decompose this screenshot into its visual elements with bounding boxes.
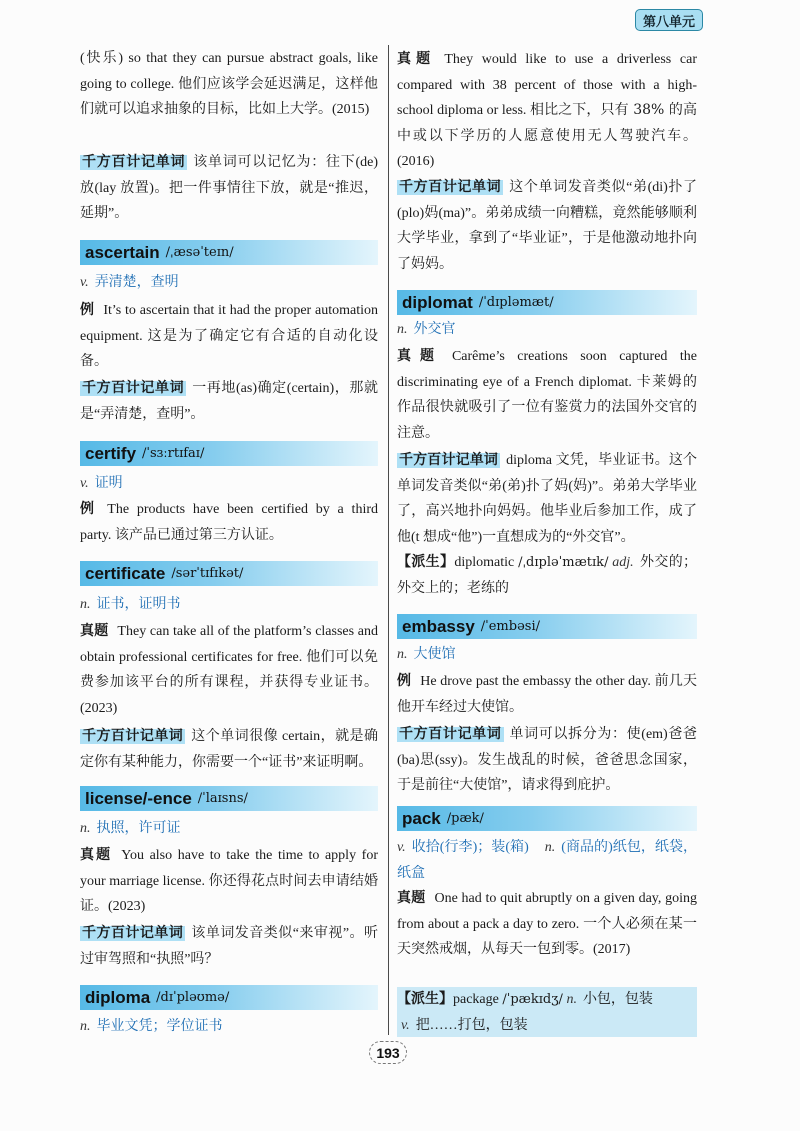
exam-label: 真题 [80, 848, 113, 863]
certify-phonetic: /ˈsɜːrtɪfaɪ/ [142, 446, 205, 461]
memory-tip-label: 千方百计记单词 [399, 727, 502, 742]
ascertain-example [80, 298, 378, 375]
pack-headword-bar [397, 806, 697, 831]
continued-year: (2015) [332, 102, 370, 118]
embassy-headword: embassy [402, 616, 475, 636]
diplomat-derived-word [397, 550, 697, 601]
part-of-speech: n. [397, 647, 408, 662]
derived-word: diplomatic [454, 555, 515, 570]
continued-chinese: 他们应该学会延迟满足，这样他们就可以追求抽象的目标，比如上大学。 [80, 75, 379, 118]
part-of-speech: v. [80, 476, 89, 491]
definition-text: 收拾(行李)；装(箱) [411, 840, 529, 855]
diplomat-memory-tip [397, 448, 697, 550]
definition-text: 执照，许可证 [96, 821, 181, 836]
embassy-example [397, 669, 697, 720]
certify-example [80, 497, 378, 548]
page-number: 193 [369, 1041, 407, 1064]
certificate-headword-bar [80, 561, 378, 586]
ascertain-phonetic: /ˌæsəˈteɪn/ [165, 245, 234, 260]
example-label: 例 [80, 502, 99, 517]
memory-tip-text: 该单词发音类似“来审视”。听过审驾照和“执照”吗？ [80, 926, 379, 967]
memory-tip-label: 千方百计记单词 [399, 453, 499, 468]
ascertain-headword: ascertain [85, 242, 160, 262]
pack-derived-word [397, 987, 697, 1037]
memory-tip-label: 千方百计记单词 [399, 180, 502, 195]
continued-example [80, 46, 378, 123]
memory-tip-text: diploma 文凭，毕业证书。这个单词发音类似“弟(弟)扑了妈(妈)”。弟弟大学毕业了，高兴地扑向妈妈。他毕业后参加工作，成了他(t 想成“他”)一直想成为的“外交官”。 [397, 453, 697, 545]
diplomat-headword: diplomat [402, 292, 473, 312]
pack-definition [397, 835, 697, 886]
memory-tip-label: 千方百计记单词 [82, 729, 184, 744]
diploma-memory-tip [397, 175, 697, 277]
exam-english: They can take all of the platform’s classes and obtain professional certificates for free. [80, 624, 379, 665]
memory-tip-label: 千方百计记单词 [82, 381, 185, 396]
diplomat-exam-sentence [397, 344, 697, 446]
exam-english: You also have to take the time to apply for your marriage license. [80, 848, 379, 889]
diploma-exam-sentence [397, 47, 697, 175]
example-chinese: 这是为了确定它有合适的自动化设备。 [80, 327, 379, 370]
memory-tip-text: 这个单词很像 certain，就是确定你有某种能力，你需要一个“证书”来证明啊。 [80, 729, 379, 770]
example-chinese: 该产品已通过第三方认证。 [114, 526, 283, 543]
license-headword-bar [80, 786, 378, 811]
derived-line [397, 987, 697, 1013]
derived-line [397, 1013, 697, 1039]
diplomat-definition [397, 317, 697, 343]
column-divider [388, 45, 389, 1035]
license-phonetic: /ˈlaɪsns/ [197, 791, 248, 806]
derived-pos: n. [566, 992, 577, 1007]
diplomat-headword-bar [397, 290, 697, 315]
exam-chinese: 卡莱姆的作品很快就吸引了一位有鉴赏力的法国外交官的注意。 [397, 373, 698, 441]
exam-label: 真题 [397, 891, 426, 906]
license-definition [80, 816, 378, 842]
diploma-headword: diploma [85, 987, 151, 1007]
memory-tip-text: 这个单词发音类似“弟(di)扑了(plo)妈(ma)”。弟弟成绩一向糟糕，竟然能够顺利大学毕业，拿到了“毕业证”，于是他激动地扑向了妈妈。 [397, 180, 697, 272]
ascertain-memory-tip [80, 376, 378, 427]
certificate-headword: certificate [85, 563, 166, 583]
exam-year: (2017) [593, 942, 631, 958]
certify-definition [80, 471, 378, 497]
derived-definition: 外交的；外交上的；老练的 [397, 555, 698, 596]
exam-label: 真题 [80, 624, 109, 639]
unit-badge: 第八单元 [635, 9, 703, 31]
diploma-phonetic: /dɪˈpləʊmə/ [156, 990, 230, 1005]
definition-text: 证书，证明书 [96, 597, 181, 612]
exam-chinese: 他们可以免费参加该平台的所有课程，并获得专业证书。 [80, 648, 379, 691]
license-exam-sentence [80, 843, 378, 920]
exam-year: (2016) [397, 154, 435, 170]
ascertain-definition [80, 270, 378, 296]
example-english: The products have been certified by a third party. [80, 502, 378, 543]
certificate-phonetic: /sərˈtɪfɪkət/ [171, 566, 244, 581]
part-of-speech: n. [80, 821, 91, 836]
definition-text: 证明 [94, 476, 123, 491]
example-label: 例 [397, 674, 412, 689]
derived-definition: 小包，包装 [582, 992, 653, 1007]
ascertain-headword-bar [80, 240, 378, 265]
certify-headword: certify [85, 443, 137, 463]
certify-headword-bar [80, 441, 378, 466]
license-headword: license/-ence [85, 788, 192, 808]
exam-label: 真题 [397, 349, 443, 364]
example-label: 例 [80, 303, 95, 318]
exam-chinese: 相比之下，只有 38% 的高中或以下学历的人愿意使用无人驾驶汽车。 [397, 102, 697, 144]
derived-definition: 把……打包，包装 [415, 1017, 528, 1033]
definition-text: 弄清楚，查明 [94, 275, 179, 290]
part-of-speech: n. [80, 597, 91, 612]
derived-pos: adj. [612, 555, 634, 570]
embassy-headword-bar [397, 614, 697, 639]
part-of-speech: n. [544, 840, 556, 855]
example-chinese: 前几天他开车经过大使馆。 [397, 673, 698, 715]
definition-text: (商品的)纸包，纸袋，纸盒 [397, 840, 697, 881]
exam-chinese: 一个人必须在某一天突然戒烟，从每天一包到零。 [397, 915, 698, 958]
derived-word: package [453, 992, 499, 1007]
derived-label: 【派生】 [397, 992, 453, 1007]
derived-pos: v. [401, 1017, 410, 1033]
derived-label: 【派生】 [397, 555, 455, 570]
part-of-speech: n. [397, 322, 408, 337]
exam-english: One had to quit abruptly on a given day, going from about a pack a day to zero. [397, 891, 698, 932]
memory-tip-label: 千方百计记单词 [82, 155, 186, 170]
exam-english: Carême’s creations soon captured the discriminating eye of a French diplomat. [397, 349, 697, 390]
pack-phonetic: /pæk/ [446, 811, 484, 826]
embassy-memory-tip [397, 722, 697, 799]
continued-gloss: (快乐) [80, 51, 123, 66]
memory-tip-text: 一再地(as)确定(certain)，那就是“弄清楚，查明”。 [80, 381, 378, 422]
definition-text: 大使馆 [413, 647, 456, 662]
definition-text: 外交官 [413, 322, 456, 337]
certificate-definition [80, 592, 378, 618]
part-of-speech: v. [80, 275, 89, 290]
embassy-phonetic: /ˈembəsi/ [480, 619, 540, 634]
memory-tip-text: 该单词可以记忆为：往下(de)放(lay 放置)。把一件事情往下放，就是“推迟，延期”。 [80, 155, 378, 222]
diplomat-phonetic: /ˈdɪpləmæt/ [478, 295, 554, 310]
continued-memory-tip [80, 150, 378, 227]
derived-phonetic: /ˌdɪpləˈmætɪk/ [518, 555, 609, 570]
definition-text: 毕业文凭；学位证书 [96, 1019, 223, 1034]
memory-tip-text: 单词可以拆分为：使(em)爸爸(ba)思(ssy)。发生战乱的时候，爸爸思念国家，于是前往“大使馆”，请求得到庇护。 [397, 727, 697, 794]
diploma-headword-bar [80, 985, 378, 1010]
exam-year: (2023) [80, 700, 118, 716]
derived-phonetic: /ˈpækɪdʒ/ [502, 992, 563, 1007]
diploma-definition [80, 1014, 378, 1040]
exam-chinese: 你还得花点时间去申请结婚证。 [80, 872, 379, 915]
memory-tip-label: 千方百计记单词 [82, 926, 184, 941]
exam-english: They would like to use a driverless car compared with 38 percent of those with a high-school diploma or less. [397, 52, 698, 119]
continued-english: so that they can pursue abstract goals, like going to college. [80, 51, 378, 92]
example-english: It’s to ascertain that it had the proper automation equipment. [80, 303, 379, 344]
exam-year: (2023) [108, 899, 146, 915]
license-memory-tip [80, 921, 378, 972]
certificate-exam-sentence [80, 619, 378, 721]
pack-exam-sentence [397, 886, 697, 963]
certificate-memory-tip [80, 724, 378, 775]
pack-headword: pack [402, 808, 441, 828]
exam-label: 真题 [397, 52, 436, 67]
embassy-definition [397, 642, 697, 668]
part-of-speech: v. [397, 840, 406, 855]
part-of-speech: n. [80, 1019, 91, 1034]
example-english: He drove past the embassy the other day. [420, 674, 651, 689]
